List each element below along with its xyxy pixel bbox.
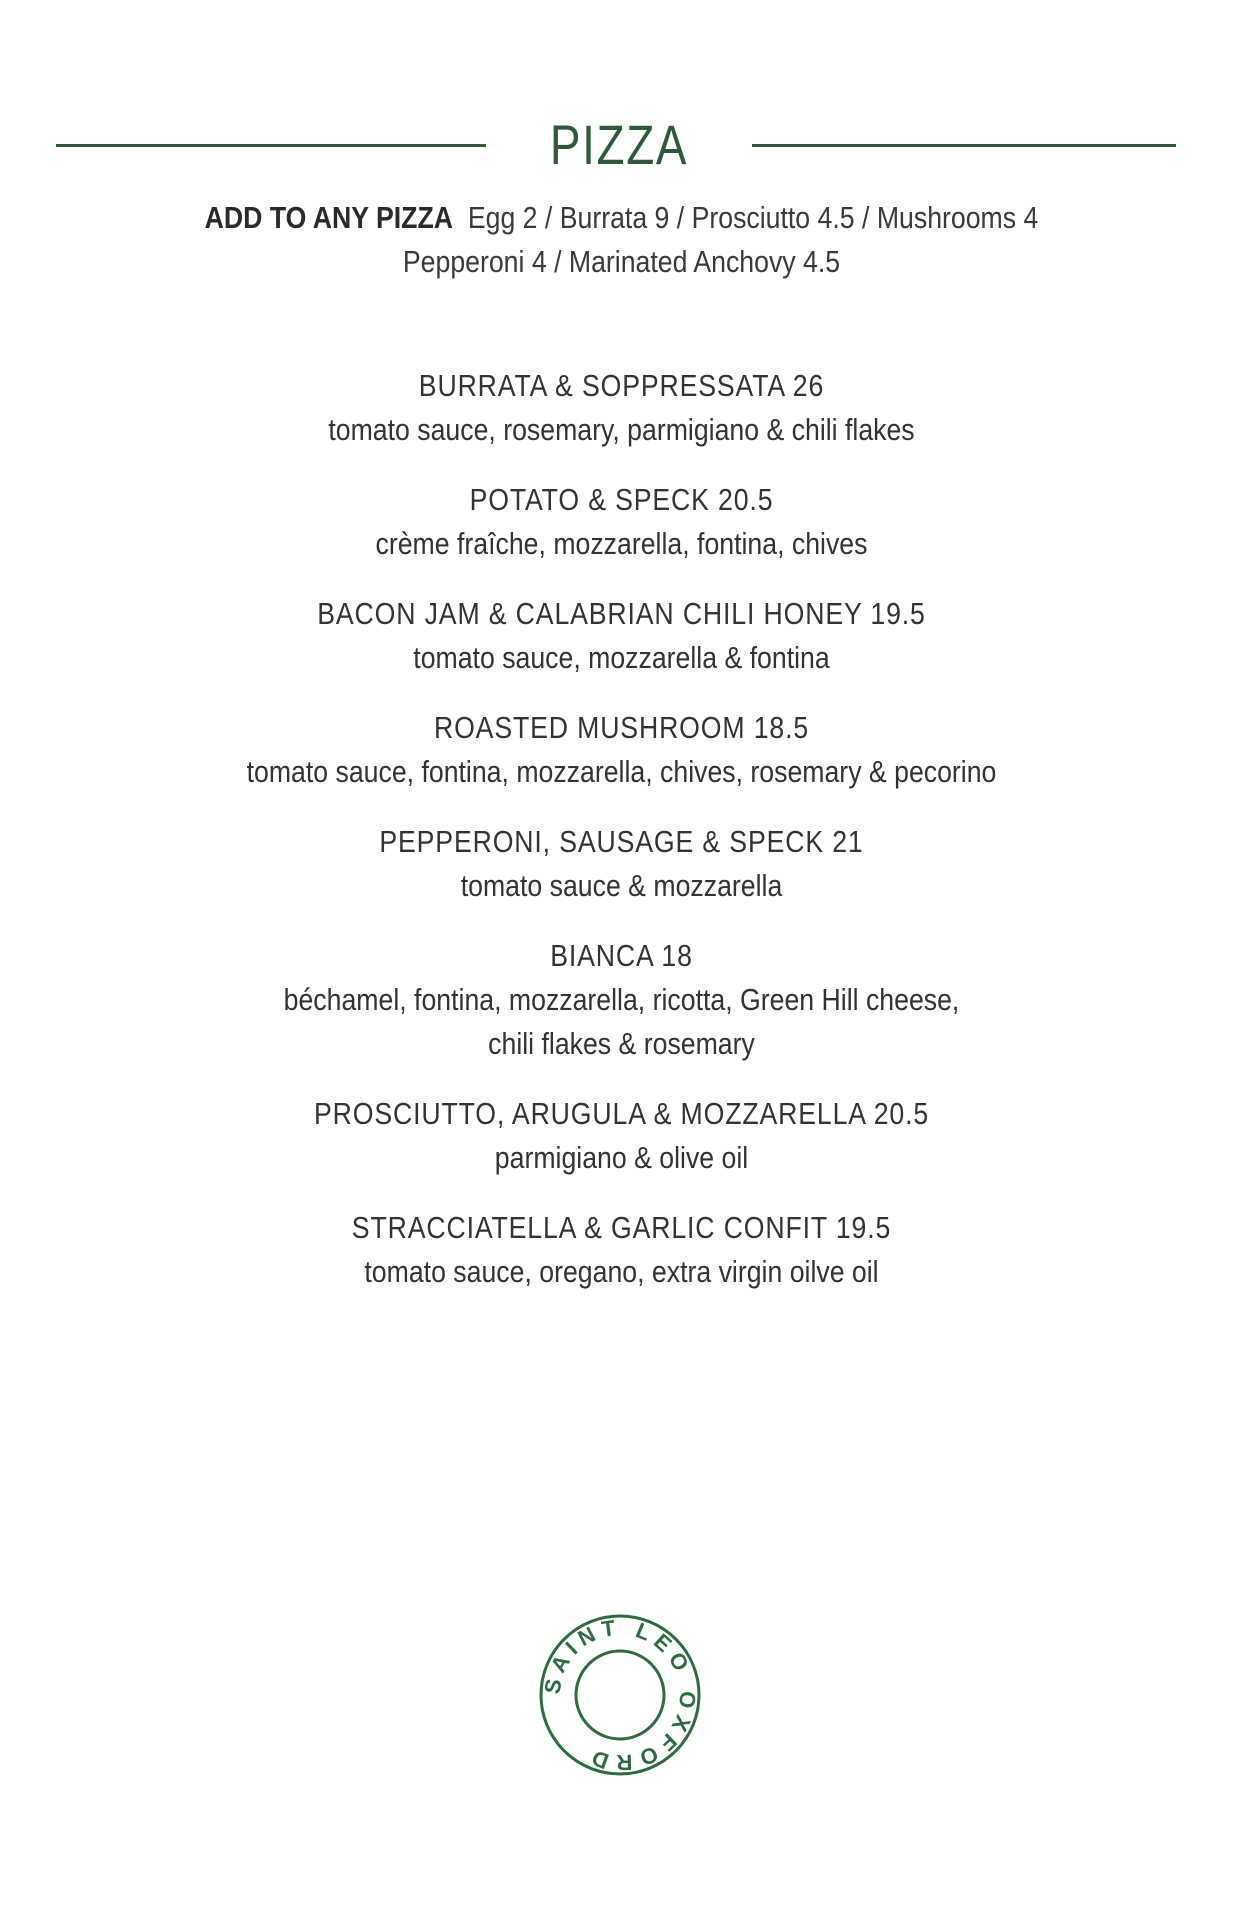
svg-text:SAINT LEO OXFORD: SAINT LEO OXFORD: [539, 1614, 701, 1776]
menu-item-description: béchamel, fontina, mozzarella, ricotta, Green Hill cheese,: [283, 982, 960, 1017]
addons-line-1: [87, 196, 1156, 240]
menu-item-name: BACON JAM & CALABRIAN CHILI HONEY 19.5: [317, 596, 926, 631]
menu-list: [0, 364, 1243, 1320]
menu-item-name: BIANCA 18: [550, 938, 693, 973]
menu-item: [0, 364, 1243, 452]
menu-item: [0, 1206, 1243, 1294]
menu-item: [0, 592, 1243, 680]
addons-label: ADD TO ANY PIZZA: [204, 200, 454, 235]
menu-item-description: tomato sauce, rosemary, parmigiano & chili flakes: [328, 412, 915, 447]
menu-item: [0, 1092, 1243, 1180]
addons-options-1: Egg 2 / Burrata 9 / Prosciutto 4.5 / Mushrooms 4: [467, 200, 1039, 235]
saint-leo-logo-seal: [537, 1612, 703, 1778]
addons-section: [0, 196, 1243, 284]
menu-item-name: ROASTED MUSHROOM 18.5: [433, 710, 810, 745]
addons-options-2: Pepperoni 4 / Marinated Anchovy 4.5: [402, 244, 841, 279]
menu-item: [0, 706, 1243, 794]
menu-item-name: STRACCIATELLA & GARLIC CONFIT 19.5: [351, 1210, 892, 1245]
menu-item-name: PROSCIUTTO, ARUGULA & MOZZARELLA 20.5: [313, 1096, 930, 1131]
menu-item-name: BURRATA & SOPPRESSATA 26: [418, 368, 825, 403]
menu-item-description: parmigiano & olive oil: [494, 1140, 749, 1175]
menu-item: [0, 820, 1243, 908]
menu-item-description: tomato sauce, oregano, extra virgin oilve oil: [364, 1254, 879, 1289]
page-title: PIZZA: [549, 113, 689, 176]
menu-item-description: crème fraîche, mozzarella, fontina, chives: [375, 526, 868, 561]
menu-item-description-cont: chili flakes & rosemary: [488, 1026, 755, 1061]
page-header: [0, 110, 1243, 180]
header-rule-left: [56, 144, 486, 147]
menu-item: [0, 934, 1243, 1066]
menu-item-description: tomato sauce & mozzarella: [460, 868, 783, 903]
menu-item-description: tomato sauce, mozzarella & fontina: [413, 640, 830, 675]
menu-item-description: tomato sauce, fontina, mozzarella, chives, rosemary & pecorino: [246, 754, 997, 789]
menu-item-name: POTATO & SPECK 20.5: [469, 482, 774, 517]
menu-item-name: PEPPERONI, SAUSAGE & SPECK 21: [379, 824, 864, 859]
menu-item: [0, 478, 1243, 566]
header-rule-right: [752, 144, 1176, 147]
